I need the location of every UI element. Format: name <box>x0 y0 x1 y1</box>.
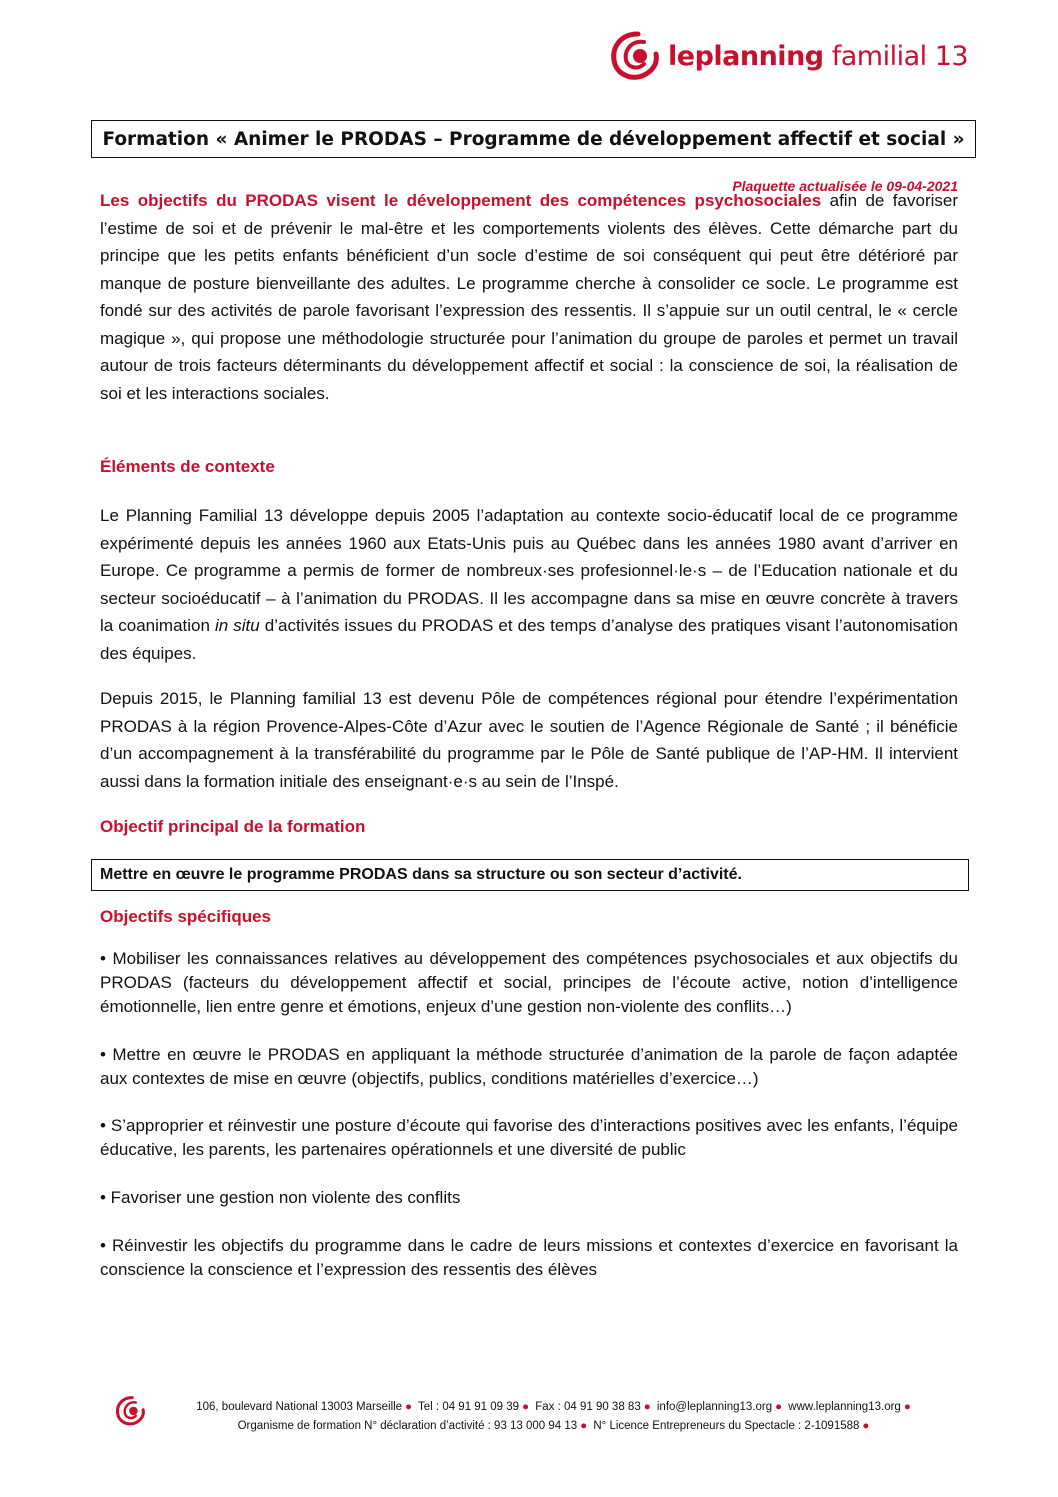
logo-text-regular: familial 13 <box>831 40 969 72</box>
intro-paragraph <box>100 187 958 407</box>
footer-email-link[interactable]: info@leplanning13.org <box>656 1401 773 1413</box>
footer-tel: Tel : 04 91 91 09 39 <box>418 1401 520 1413</box>
objective-bullet-2: • Mettre en œuvre le PRODAS en appliquant la méthode structurée d’animation de la parole de façon adaptée aux contextes de mise en œuvre (objectifs, publics, conditions matérielles d’exercice…) <box>100 1045 958 1088</box>
footer-line-2: Organisme de formation N° déclaration d’activité : 93 13 000 94 13 ● N° Licence Entrepreneurs du Spectacle : 2-1091588 ● <box>237 1420 870 1432</box>
main-objective-heading: Objectif principal de la formation <box>100 817 366 836</box>
context-p1-after: d’activités issues du PRODAS et des temps d’analyse des pratiques visant l’autonomisation des équipes. <box>100 616 958 663</box>
logo-text-bold: leplanning <box>668 40 824 72</box>
objective-bullet-1: • Mobiliser les connaissances relatives au développement des compétences psychosociales et aux objectifs du PRODAS (facteurs du développement affectif et social, principes de l’écoute active, notion d’intelligence émotionnelle, lien entre genre et émotions, enjeux d’une gestion non-violente des conflits…) <box>100 949 958 1016</box>
objective-bullet-3: • S’approprier et réinvestir une posture d’écoute qui favorise des d’interactions positives avec les enfants, l’équipe éducative, les parents, les partenaires opérationnels et une diversité de public <box>100 1116 958 1159</box>
context-paragraph-1 <box>100 502 958 667</box>
logo <box>608 30 968 82</box>
update-date: Plaquette actualisée le 09-04-2021 <box>732 178 958 194</box>
objective-bullet-4: • Favoriser une gestion non violente des conflits <box>100 1188 461 1207</box>
context-paragraph-2: Depuis 2015, le Planning familial 13 est devenu Pôle de compétences régional pour étendre l’expérimentation PRODAS à la région Provence-Alpes-Côte d’Azur avec le soutien de l’Agence Régionale de Santé ; il bénéficie d’un accompagnement à la transférabilité du programme par le Pôle de Santé publique de l’AP-HM. Il intervient aussi dans la formation initiale des enseignant·e·s au sein de l’Inspé. <box>100 689 958 791</box>
intro-lead: Les objectifs du PRODAS visent le développement des compétences psychosociales <box>100 191 822 210</box>
logo-swirl-icon <box>608 30 664 82</box>
footer-fax: Fax : 04 91 90 38 83 <box>535 1401 641 1413</box>
footer-line-1: 106, boulevard National 13003 Marseille ● Tel : 04 91 91 09 39 ● Fax : 04 91 90 38 83 ● info@leplanning13.org ● www.leplanning13.org ● <box>196 1401 911 1413</box>
logo-text <box>668 41 968 72</box>
objective-bullet-5: • Réinvestir les objectifs du programme dans le cadre de leurs missions et contextes d’exercice en favorisant la conscience la conscience et l’expression des ressentis des élèves <box>100 1236 958 1279</box>
footer <box>150 1398 960 1436</box>
document-title: Formation « Animer le PRODAS – Programme de développement affectif et social » <box>91 120 976 158</box>
main-objective-box: Mettre en œuvre le programme PRODAS dans sa structure ou son secteur d’activité. <box>91 859 969 891</box>
footer-licence: N° Licence Entrepreneurs du Spectacle : 2-1091588 <box>593 1420 860 1432</box>
context-heading: Éléments de contexte <box>100 457 275 476</box>
context-p1-italic: in situ <box>214 616 260 635</box>
footer-logo-icon <box>114 1394 148 1428</box>
intro-rest: afin de favoriser l’estime de soi et de prévenir le mal-être et les comportements violents des élèves. Cette démarche part du principe que les petits enfants bénéficient d’un socle d’estime de soi conséquent qui peut être détérioré par manque de posture bienveillante des adultes. Le programme cherche à consolider ce socle. Le programme est fondé sur des activités de parole favorisant l’expression des ressentis. Il s’appuie sur un outil central, le « cercle magique », qui propose une méthodologie structurée pour l’animation du groupe de paroles et permet un travail autour de trois facteurs déterminants du développement affectif et social : la conscience de soi, la réalisation de soi et les interactions sociales. <box>100 191 958 403</box>
specific-objectives-heading: Objectifs spécifiques <box>100 907 271 926</box>
context-p1-before: Le Planning Familial 13 développe depuis 2005 l’adaptation au contexte socio-éducatif local de ce programme expérimenté depuis les années 1960 aux Etats-Unis puis au Québec dans les années 1980 avant d’arriver en Europe. Ce programme a permis de former de nombreux·ses profesionnel·le·s – de l’Education nationale et du secteur socioéducatif – à l’animation du PRODAS. Il les accompagne dans sa mise en œuvre concrète à travers la coanimation <box>100 506 958 635</box>
footer-declaration: Organisme de formation N° déclaration d’activité : 93 13 000 94 13 <box>237 1420 578 1432</box>
footer-address: 106, boulevard National 13003 Marseille <box>196 1401 403 1413</box>
footer-website-link[interactable]: www.leplanning13.org <box>788 1401 901 1413</box>
